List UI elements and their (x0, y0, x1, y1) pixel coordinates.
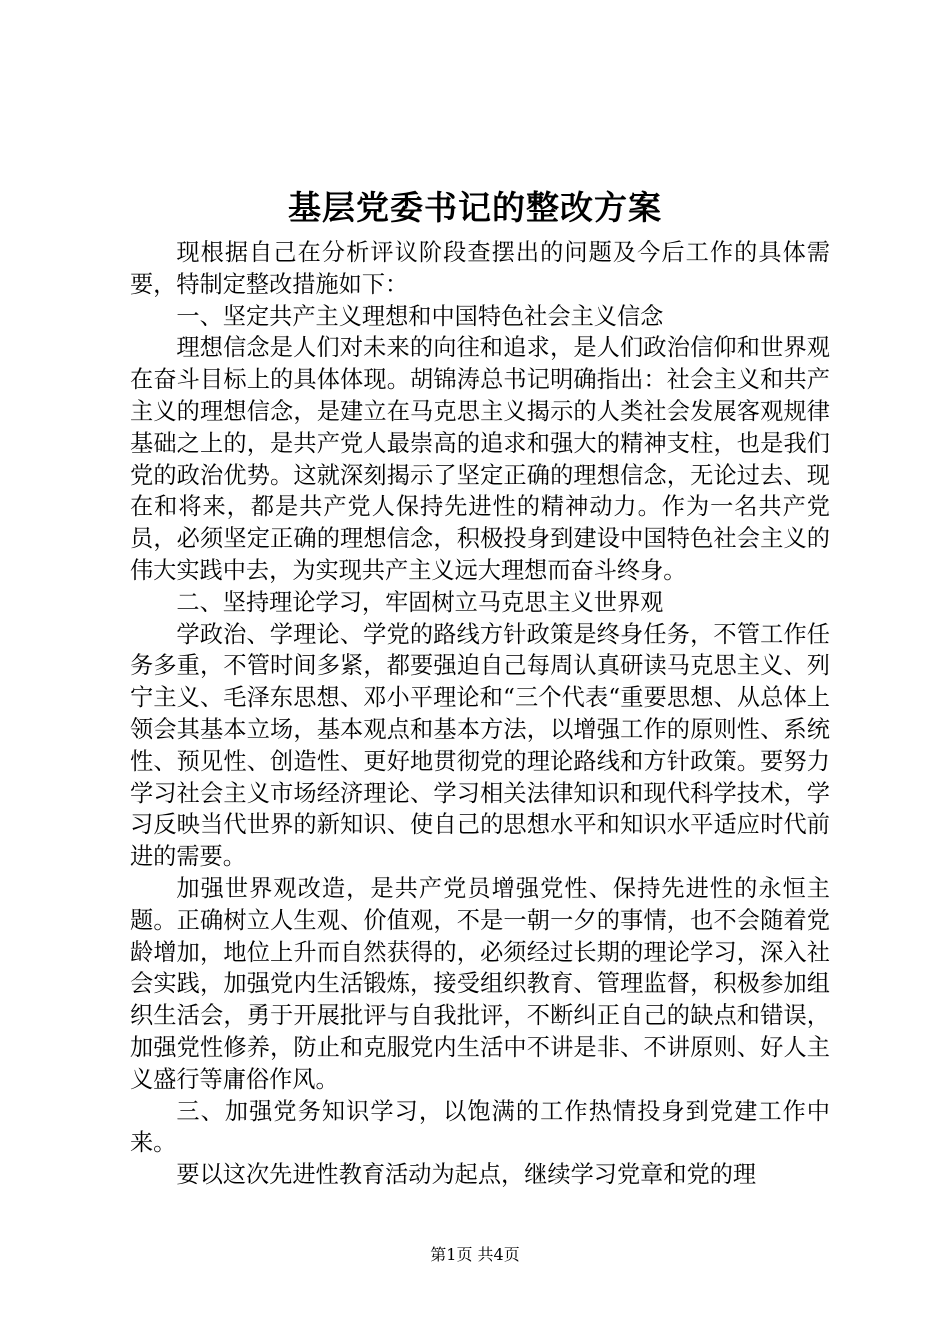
section-heading-2: 二、坚持理论学习，牢固树立马克思主义世界观 (176, 588, 664, 616)
page-number-footer: 第1页 共4页 (430, 1245, 520, 1264)
section-heading-1: 一、坚定共产主义理想和中国特色社会主义信念 (176, 302, 664, 330)
paragraph: 要以这次先进性教育活动为起点，继续学习党章和党的理 (176, 1161, 757, 1189)
document-title: 基层党委书记的整改方案 (288, 188, 662, 227)
paragraph: 理想信念是人们对未来的向往和追求，是人们政治信仰和世界观在奋斗目标上的具体体现。胡锦涛总书记明确指出：社会主义和共产主义的理想信念，是建立在马克思主义揭示的人类社会发展客观规律基础之上的，是共产党人最崇高的追求和强大的精神支柱，也是我们党的政治优势。这就深刻揭示了坚定正确的理想信念，无论过去、现在和将来，都是共产党人保持先进性的精神动力。作为一名共产党员，必须坚定正确的理想信念，积极投身到建设中国特色社会主义的伟大实践中去，为实现共产主义远大理想而奋斗终身。 (130, 334, 830, 584)
paragraph: 学政治、学理论、学党的路线方针政策是终身任务，不管工作任务多重，不管时间多紧，都要强迫自己每周认真研读马克思主义、列宁主义、毛泽东思想、邓小平理论和“三个代表“重要思想、从总体上领会其基本立场，基本观点和基本方法，以增强工作的原则性、系统性、预见性、创造性、更好地贯彻党的理论路线和方针政策。要努力学习社会主义市场经济理论、学习相关法律知识和现代科学技术，学习反映当代世界的新知识、使自己的思想水平和知识水平适应时代前进的需要。 (130, 620, 830, 871)
document-body (130, 237, 830, 1191)
paragraph-intro: 现根据自己在分析评议阶段查摆出的问题及今后工作的具体需要，特制定整改措施如下： (130, 239, 830, 298)
section-heading-3: 三、加强党务知识学习，以饱满的工作热情投身到党建工作中来。 (130, 1097, 830, 1157)
paragraph: 加强世界观改造，是共产党员增强党性、保持先进性的永恒主题。正确树立人生观、价值观，不是一朝一夕的事情，也不会随着党龄增加，地位上升而自然获得的，必须经过长期的理论学习，深入社会实践，加强党内生活锻炼，接受组织教育、管理监督，积极参加组织生活会，勇于开展批评与自我批评，不断纠正自己的缺点和错误，加强党性修养，防止和克服党内生活中不讲是非、不讲原则、好人主义盛行等庸俗作风。 (130, 874, 830, 1093)
